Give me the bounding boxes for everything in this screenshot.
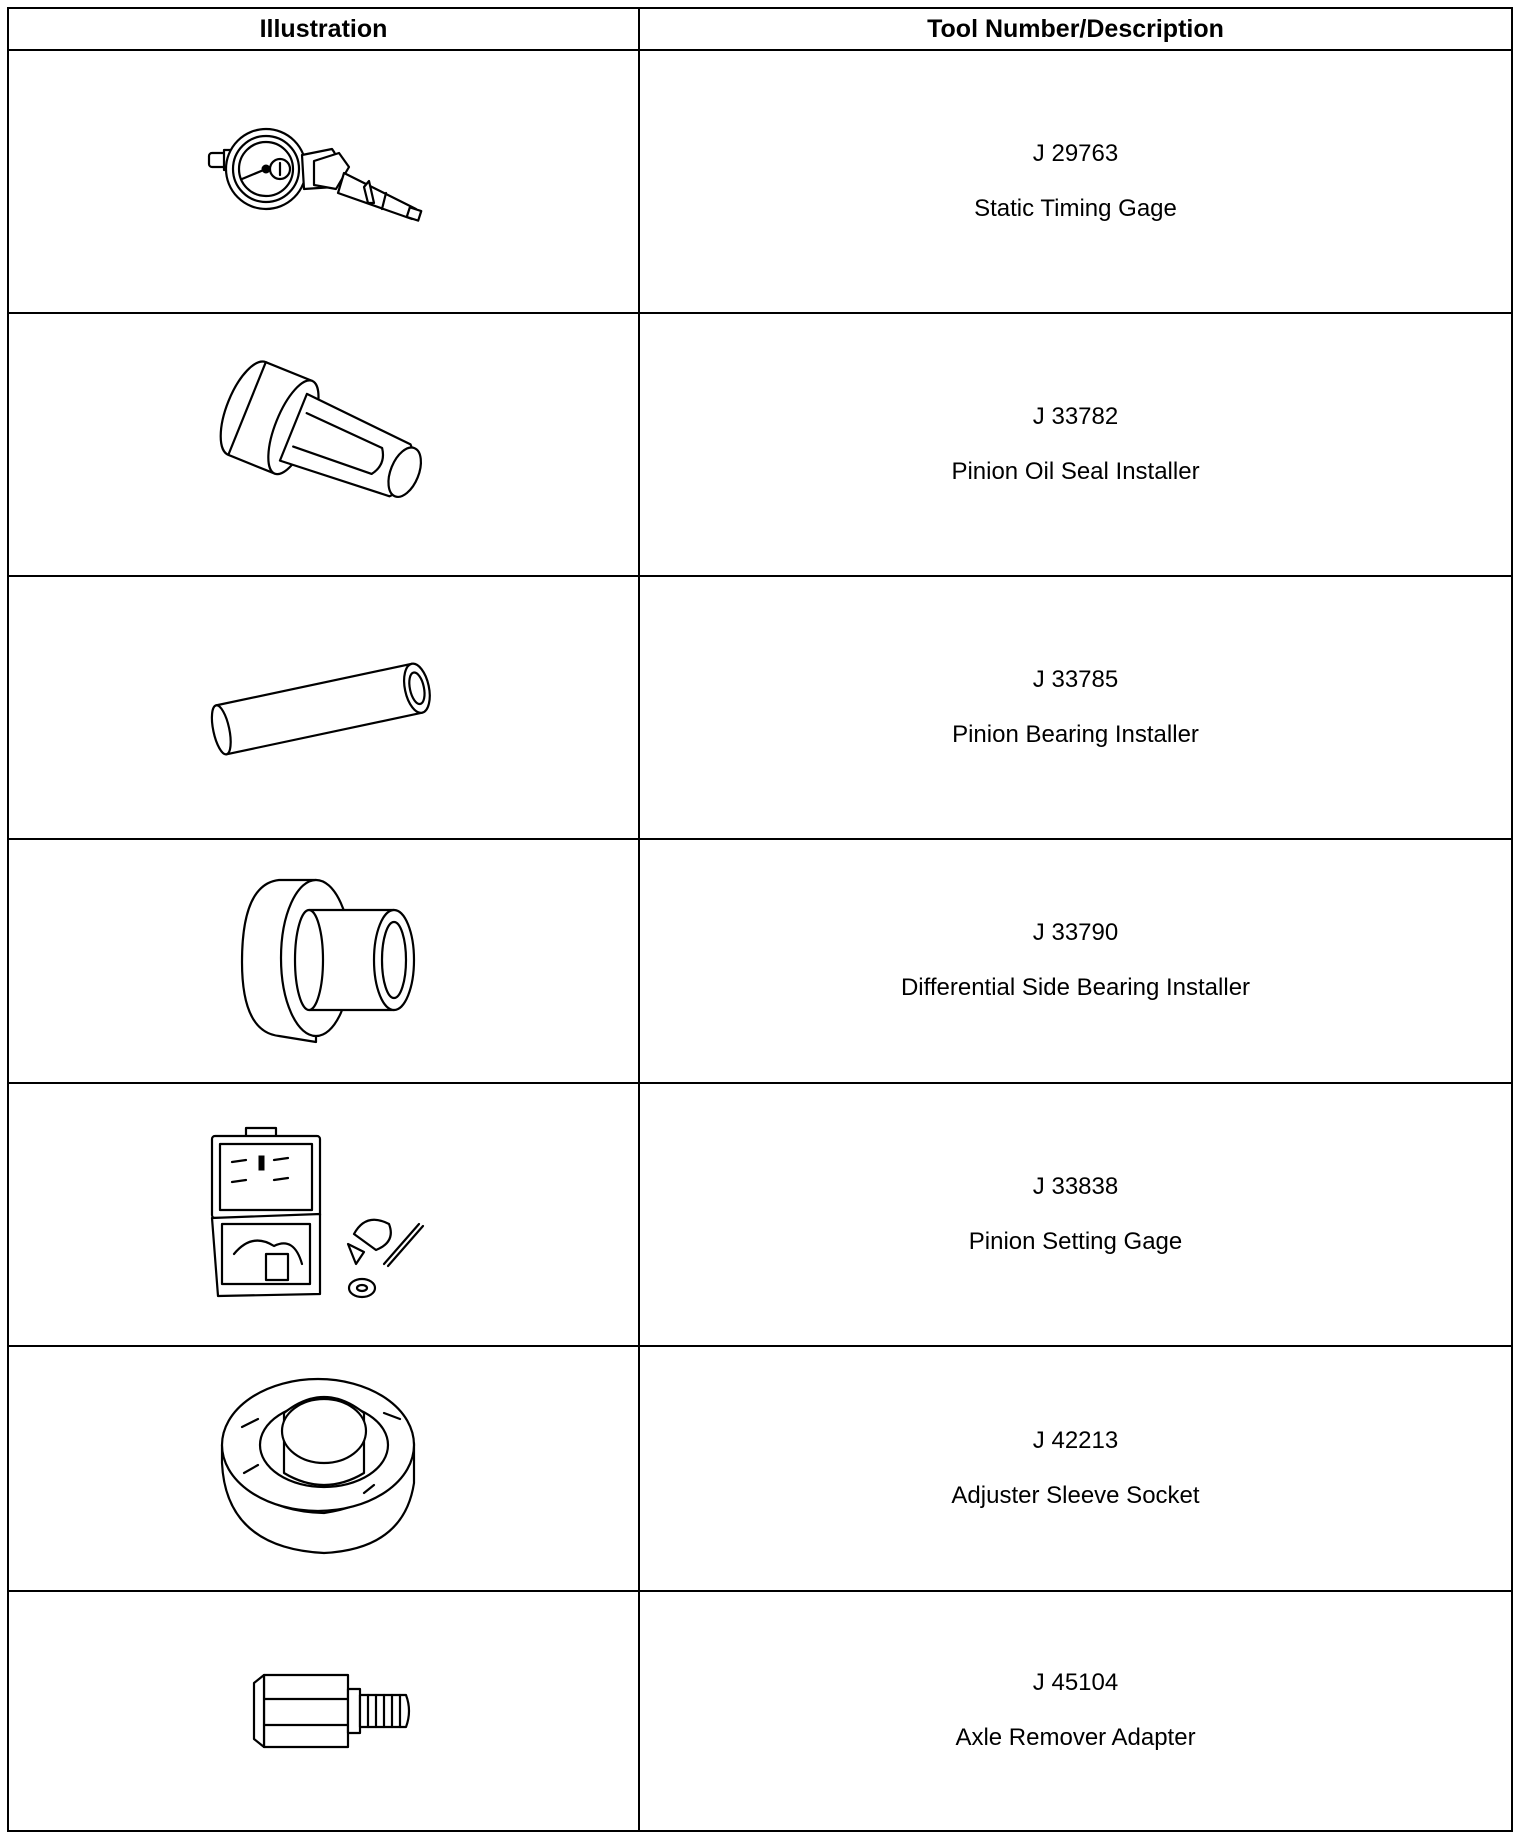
table-header-row xyxy=(8,8,1512,50)
tool-name: Axle Remover Adapter xyxy=(955,1724,1196,1752)
seal-installer-icon xyxy=(204,360,444,530)
table-row xyxy=(8,50,1512,313)
tool-name: Differential Side Bearing Installer xyxy=(900,974,1251,1002)
tool-number: J 33838 xyxy=(1032,1172,1119,1200)
sleeve-socket-icon xyxy=(214,1373,434,1563)
illustration-cell xyxy=(8,1083,639,1346)
gage-kit-case-icon xyxy=(204,1124,444,1304)
table-row xyxy=(8,1591,1512,1831)
tool-description-cell xyxy=(639,576,1512,839)
hex-adapter-icon xyxy=(224,1661,424,1761)
table-row xyxy=(8,1083,1512,1346)
tool-number: J 33785 xyxy=(1032,666,1119,694)
tube-installer-icon xyxy=(199,653,449,763)
tool-description-cell xyxy=(639,1083,1512,1346)
illustration-cell xyxy=(8,50,639,313)
tool-column-header: Tool Number/Description xyxy=(639,8,1512,50)
tool-number: J 45104 xyxy=(1032,1669,1119,1697)
tool-name: Static Timing Gage xyxy=(974,195,1177,223)
table-row xyxy=(8,576,1512,839)
illustration-cell xyxy=(8,1591,639,1831)
tool-name: Pinion Setting Gage xyxy=(968,1227,1183,1255)
tool-number: J 33782 xyxy=(1032,403,1119,431)
tool-number: J 29763 xyxy=(1032,140,1119,168)
illustration-column-header: Illustration xyxy=(8,8,639,50)
table-row xyxy=(8,1346,1512,1591)
table-row xyxy=(8,839,1512,1082)
bearing-installer-icon xyxy=(224,876,424,1046)
tool-description-cell xyxy=(639,50,1512,313)
special-tools-table xyxy=(7,7,1513,1832)
illustration-cell xyxy=(8,1346,639,1591)
table-row xyxy=(8,313,1512,576)
tool-description-cell xyxy=(639,839,1512,1082)
tool-number: J 42213 xyxy=(1032,1426,1119,1454)
tool-description-cell xyxy=(639,1591,1512,1831)
tool-description-cell xyxy=(639,1346,1512,1591)
illustration-cell xyxy=(8,839,639,1082)
dial-gauge-icon xyxy=(204,127,444,237)
tool-name: Pinion Bearing Installer xyxy=(952,721,1199,749)
illustration-cell xyxy=(8,313,639,576)
illustration-cell xyxy=(8,576,639,839)
tool-name: Adjuster Sleeve Socket xyxy=(951,1481,1200,1509)
tool-name: Pinion Oil Seal Installer xyxy=(951,458,1200,486)
tool-description-cell xyxy=(639,313,1512,576)
tool-number: J 33790 xyxy=(1032,919,1119,947)
